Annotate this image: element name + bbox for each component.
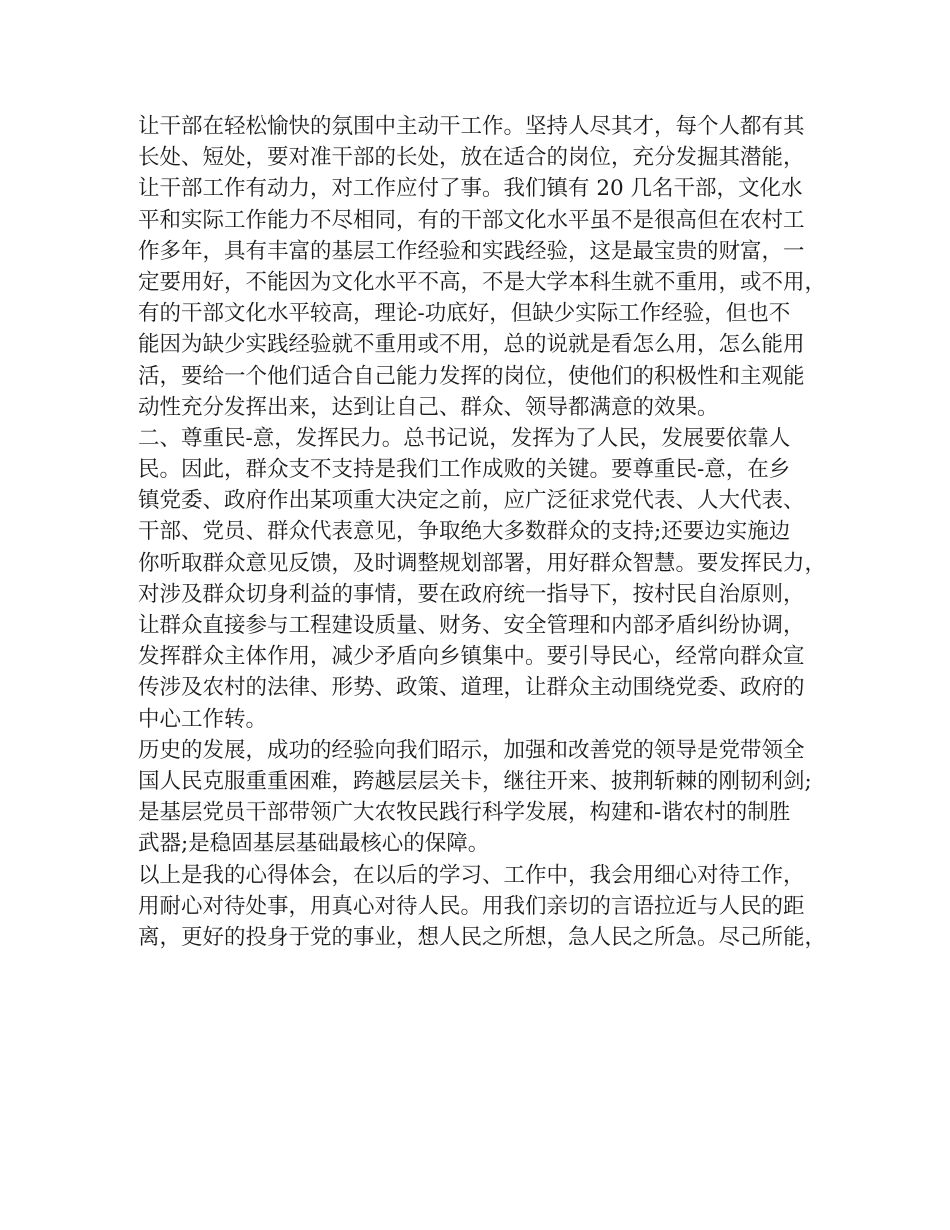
text-line: 是基层党员干部带领广大农牧民践行科学发展，构建和-谐农村的制胜: [138, 800, 791, 826]
body-text: [138, 111, 838, 953]
text-line: 让干部在轻松愉快的氛围中主动干工作。坚持人尽其才，每个人都有其: [138, 114, 805, 139]
text-line: 武器;是稳固基层基础最核心的保障。: [138, 831, 490, 857]
text-line: 对涉及群众切身利益的事情，要在政府统一指导下，按村民自治原则，: [138, 581, 805, 607]
text-line: 活，要给一个他们适合自己能力发挥的岗位，使他们的积极性和主观能: [138, 363, 805, 389]
text-line: 有的干部文化水平较高，理论-功底好，但缺少实际工作经验，但也不: [138, 301, 791, 327]
text-line: 平和实际工作能力不尽相同，有的干部文化水平虽不是很高但在农村工: [138, 207, 805, 233]
text-line: 长处、短处，要对准干部的长处，放在适合的岗位，充分发掘其潜能，: [138, 145, 805, 171]
text-line: 以上是我的心得体会，在以后的学习、工作中，我会用细心对待工作，: [138, 862, 805, 888]
text-line: 镇党委、政府作出某项重大决定之前，应广泛征求党代表、人大代表、: [138, 488, 805, 514]
text-line: 能因为缺少实践经验就不重用或不用，总的说就是看怎么用，怎么能用: [138, 332, 805, 358]
text-line: 让干部工作有动力，对工作应付了事。我们镇有 20 几名干部，文化水: [138, 176, 803, 202]
text-line: 中心工作转。: [138, 706, 268, 732]
text-line: 国人民克服重重困难，跨越层层关卡，继往开来、披荆斩棘的刚韧利剑;: [138, 768, 812, 794]
text-line: 定要用好，不能因为文化水平不高，不是大学本科生就不重用，或不用，: [138, 269, 827, 295]
text-line: 离，更好的投身于党的事业，想人民之所想，急人民之所急。尽己所能，: [138, 924, 827, 950]
text-line: 传涉及农村的法律、形势、政策、道理，让群众主动围绕党委、政府的: [138, 675, 805, 701]
text-line: 历史的发展，成功的经验向我们昭示，加强和改善党的领导是党带领全: [138, 737, 805, 763]
text-line: 让群众直接参与工程建设质量、财务、安全管理和内部矛盾纠纷协调，: [138, 613, 805, 638]
text-line: 二、尊重民-意，发挥民力。总书记说，发挥为了人民，发展要依靠人: [138, 425, 791, 451]
text-line: 动性充分发挥出来，达到让自己、群众、领导都满意的效果。: [138, 394, 719, 420]
text-line: 你听取群众意见反馈，及时调整规划部署，用好群众智慧。要发挥民力，: [138, 550, 827, 576]
text-line: 发挥群众主体作用，减少矛盾向乡镇集中。要引导民心，经常向群众宣: [138, 644, 805, 670]
text-line: 民。因此，群众支不支持是我们工作成败的关键。要尊重民-意，在乡: [138, 457, 791, 483]
text-line: 用耐心对待处事，用真心对待人民。用我们亲切的言语拉近与人民的距: [138, 893, 805, 919]
text-line: 干部、党员、群众代表意见，争取绝大多数群众的支持;还要边实施边: [138, 519, 791, 545]
text-line: 作多年，具有丰富的基层工作经验和实践经验，这是最宝贵的财富，一: [138, 238, 805, 264]
